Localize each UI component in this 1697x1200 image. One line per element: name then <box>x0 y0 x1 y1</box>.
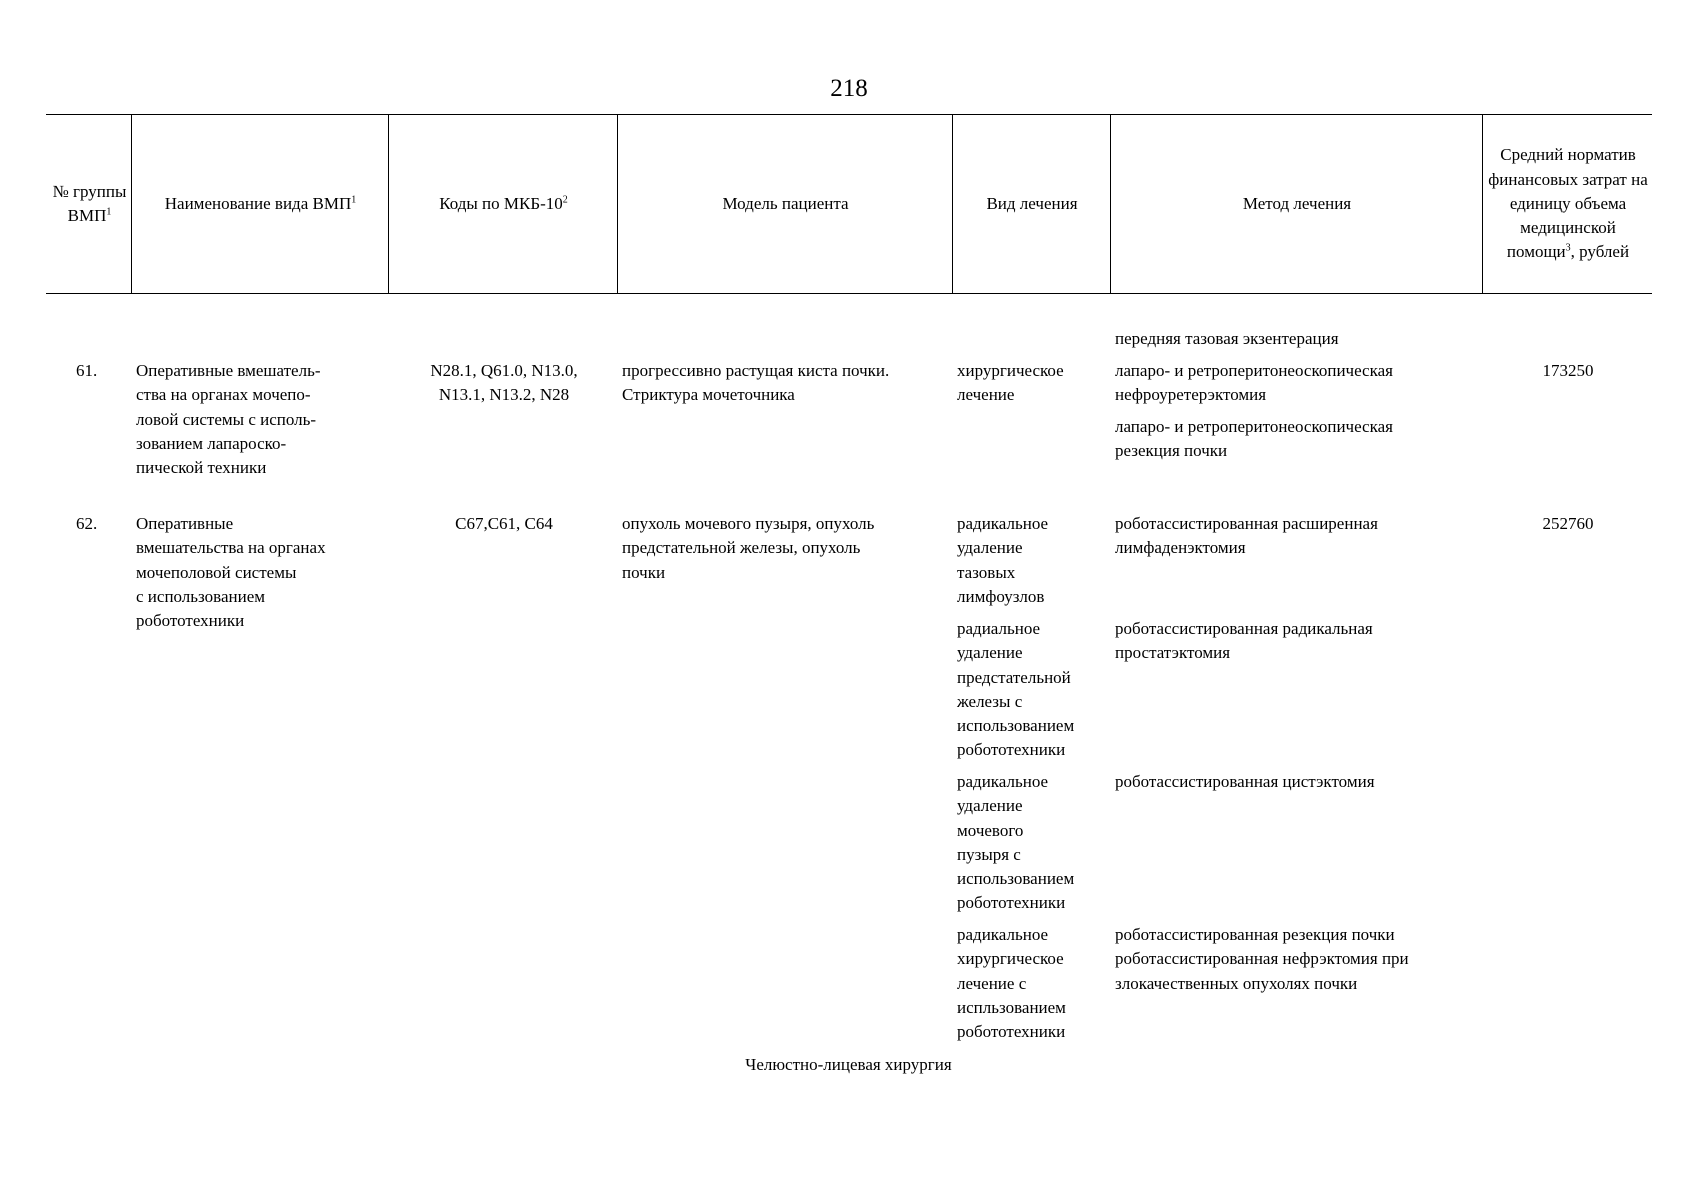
text-line: радикальное <box>957 772 1049 791</box>
text-line: лимфоузлов <box>957 587 1045 606</box>
text-line: лечение <box>957 385 1015 404</box>
text-line: роботассистированная цистэктомия <box>1115 772 1375 791</box>
text-line: использованием <box>957 716 1075 735</box>
header-vmp-name-text: Наименование вида ВМП <box>164 193 352 213</box>
text-line: лимфаденэктомия <box>1115 538 1246 557</box>
text-line: радикальное <box>957 514 1049 533</box>
method-continuation: передняя тазовая экзентерация <box>1115 329 1339 348</box>
header-treatment-method <box>1112 114 1482 294</box>
text-line: предстательной <box>957 668 1071 687</box>
text-line: испльзованием <box>957 998 1066 1017</box>
footnote-mark: 1 <box>351 194 357 206</box>
header-patient-model-text: Модель пациента <box>722 193 849 213</box>
text-line: роботассистированная резекция почки <box>1115 925 1395 944</box>
text-line: ства на органах мочепо- <box>136 385 311 404</box>
text-line: мочевого <box>957 821 1024 840</box>
header-patient-model <box>619 114 952 294</box>
text-line: опухоль мочевого пузыря, опухоль <box>622 514 875 533</box>
text-line: железы с <box>957 692 1023 711</box>
text-line: простатэктомия <box>1115 643 1231 662</box>
text-line: вмешательства на органах <box>136 538 326 557</box>
text-line: зованием лапароско- <box>136 434 287 453</box>
text-line: удаление <box>957 643 1023 662</box>
page-number: 218 <box>830 75 868 102</box>
text-line: лапаро- и ретроперитонеоскопическая <box>1115 417 1393 436</box>
header-average-cost <box>1484 114 1652 294</box>
text-line: использованием <box>957 869 1075 888</box>
text-line: хирургическое <box>957 949 1064 968</box>
text-line: Оперативные <box>136 514 234 533</box>
text-line: удаление <box>957 538 1023 557</box>
text-line: робототехники <box>957 740 1066 759</box>
text-line: удаление <box>957 796 1023 815</box>
text-line: радиальное <box>957 619 1041 638</box>
text-line: робототехники <box>957 1022 1066 1041</box>
text-line: ловой системы с исполь- <box>136 410 317 429</box>
average-cost: 173250 <box>1542 361 1594 380</box>
text-line: роботассистированная радикальная <box>1115 619 1373 638</box>
text-line: нефроуретерэктомия <box>1115 385 1267 404</box>
header-icd-codes-text: Коды по МКБ-10 <box>439 193 563 213</box>
footnote-mark: 3 <box>1565 242 1571 254</box>
text-line: лапаро- и ретроперитонеоскопическая <box>1115 361 1393 380</box>
footnote-mark: 1 <box>106 206 112 218</box>
text-line: мочеполовой системы <box>136 563 297 582</box>
text-line: предстательной железы, опухоль <box>622 538 861 557</box>
text-line: пузыря с <box>957 845 1021 864</box>
column-divider <box>617 114 618 294</box>
column-divider <box>1110 114 1111 294</box>
icd-codes: C67,C61, C64 <box>455 514 553 533</box>
text-line: прогрессивно растущая киста почки. <box>622 361 890 380</box>
column-divider <box>388 114 389 294</box>
text-line: N28.1, Q61.0, N13.0, <box>430 361 578 380</box>
text-line: пической техники <box>136 458 267 477</box>
text-line: радикальное <box>957 925 1049 944</box>
header-treatment-method-text: Метод лечения <box>1242 193 1352 213</box>
column-divider <box>952 114 953 294</box>
footnote-mark: 2 <box>562 194 568 206</box>
text-line: хирургическое <box>957 361 1064 380</box>
text-line: злокачественных опухолях почки <box>1115 974 1358 993</box>
header-treatment-type <box>954 114 1110 294</box>
header-treatment-type-text: Вид лечения <box>986 193 1078 213</box>
section-title: Челюстно-лицевая хирургия <box>745 1055 952 1074</box>
text-line: Оперативные вмешатель- <box>136 361 321 380</box>
text-line: тазовых <box>957 563 1016 582</box>
header-vmp-name <box>133 114 388 294</box>
average-cost: 252760 <box>1542 514 1594 533</box>
text-line: Стриктура мочеточника <box>622 385 795 404</box>
text-line: роботассистированная нефрэктомия при <box>1115 949 1409 968</box>
header-group-number <box>52 114 127 294</box>
group-number: 62. <box>76 514 98 533</box>
header-group-number-text: № группы ВМП <box>52 181 127 225</box>
header-icd-codes <box>390 114 617 294</box>
text-line: с использованием <box>136 587 266 606</box>
header-average-cost-text: Средний норматив финансовых затрат на единицу объема медицинской помощи <box>1488 145 1648 262</box>
column-divider <box>131 114 132 294</box>
column-divider <box>1482 114 1483 294</box>
text-line: лечение с <box>957 974 1027 993</box>
text-line: резекция почки <box>1115 441 1228 460</box>
text-line: N13.1, N13.2, N28 <box>438 385 570 404</box>
text-line: роботассистированная расширенная <box>1115 514 1378 533</box>
group-number: 61. <box>76 361 98 380</box>
header-average-cost-suffix: , рублей <box>1570 242 1630 262</box>
text-line: робототехники <box>136 611 245 630</box>
text-line: робототехники <box>957 893 1066 912</box>
text-line: почки <box>622 563 666 582</box>
